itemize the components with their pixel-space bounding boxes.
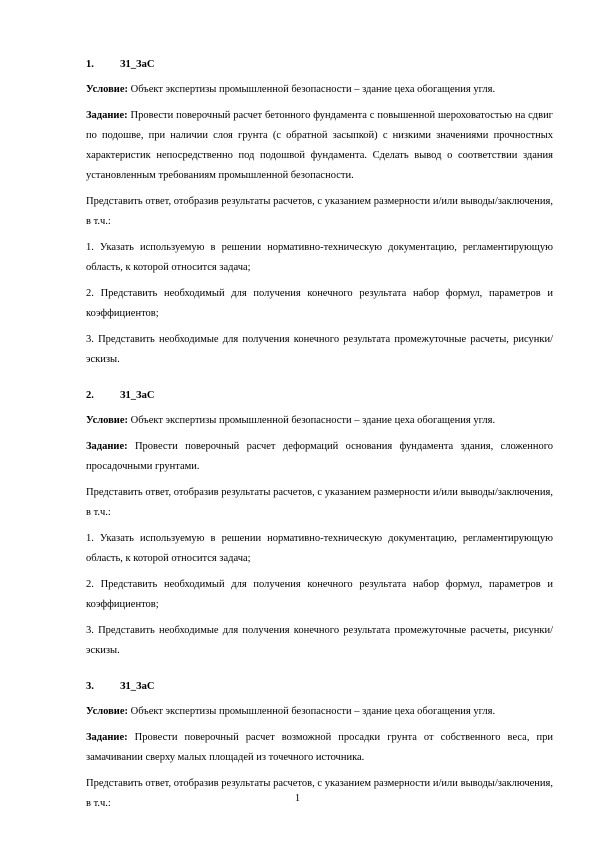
- task-condition: [86, 411, 553, 431]
- condition-text: Объект экспертизы промышленной безопасности – здание цеха обогащения угля.: [128, 415, 496, 426]
- task-assignment: [86, 728, 553, 768]
- task-assignment: [86, 106, 553, 186]
- condition-label: Условие:: [86, 84, 128, 95]
- task-block-2: [86, 389, 553, 661]
- task-label: Задание:: [86, 441, 128, 452]
- condition-label: Условие:: [86, 415, 128, 426]
- condition-text: Объект экспертизы промышленной безопасности – здание цеха обогащения угля.: [128, 706, 496, 717]
- task-header: [86, 58, 553, 72]
- task-condition: [86, 80, 553, 100]
- task-number: 3.: [86, 681, 94, 692]
- list-item: 3. Представить необходимые для получения конечного результата промежуточные расчеты, рисунки/эскизы.: [86, 334, 553, 365]
- list-item: 1. Указать используемую в решении нормативно-техническую документацию, регламентирующую область, к которой относится задача;: [86, 242, 553, 273]
- list-item: 1. Указать используемую в решении нормативно-техническую документацию, регламентирующую область, к которой относится задача;: [86, 533, 553, 564]
- task-text: Провести поверочный расчет деформаций основания фундамента здания, сложенного просадочными грунтами.: [86, 441, 553, 472]
- task-code: З1_ЗаС: [120, 681, 155, 692]
- present-instruction: Представить ответ, отобразив результаты расчетов, с указанием размерности и/или выводы/заключения, в т.ч.:: [86, 196, 553, 227]
- task-assignment: [86, 437, 553, 477]
- document-body: [86, 58, 553, 833]
- list-item: 2. Представить необходимый для получения конечного результата набор формул, параметров и коэффициентов;: [86, 579, 553, 610]
- task-number: 1.: [86, 59, 94, 70]
- task-header: [86, 389, 553, 403]
- task-code: З1_ЗаС: [120, 390, 155, 401]
- list-item: 3. Представить необходимые для получения конечного результата промежуточные расчеты, рисунки/эскизы.: [86, 625, 553, 656]
- task-condition: [86, 702, 553, 722]
- list-item: 2. Представить необходимый для получения конечного результата набор формул, параметров и коэффициентов;: [86, 288, 553, 319]
- task-label: Задание:: [86, 110, 128, 121]
- task-code: З1_ЗаС: [120, 59, 155, 70]
- task-text: Провести поверочный расчет бетонного фундамента с повышенной шероховатостью на сдвиг по подошве, при наличии слоя грунта (с обратной засыпкой) с низкими значениями прочностных характеристик непосредственно под подошвой фундамента. Сделать вывод о соответствии здания установленным требованиям промышленной безопасности.: [86, 110, 553, 181]
- task-number: 2.: [86, 390, 94, 401]
- task-label: Задание:: [86, 732, 128, 743]
- task-header: [86, 680, 553, 694]
- present-instruction: Представить ответ, отобразив результаты расчетов, с указанием размерности и/или выводы/заключения, в т.ч.:: [86, 487, 553, 518]
- page-number: 1: [294, 793, 301, 804]
- task-block-1: [86, 58, 553, 370]
- present-instruction: Представить ответ, отобразив результаты расчетов, с указанием размерности и/или выводы/заключения, в т.ч.:: [86, 778, 553, 809]
- condition-label: Условие:: [86, 706, 128, 717]
- condition-text: Объект экспертизы промышленной безопасности – здание цеха обогащения угля.: [128, 84, 496, 95]
- task-text: Провести поверочный расчет возможной просадки грунта от собственного веса, при замачивании сверху малых площадей из точечного источника.: [86, 732, 553, 763]
